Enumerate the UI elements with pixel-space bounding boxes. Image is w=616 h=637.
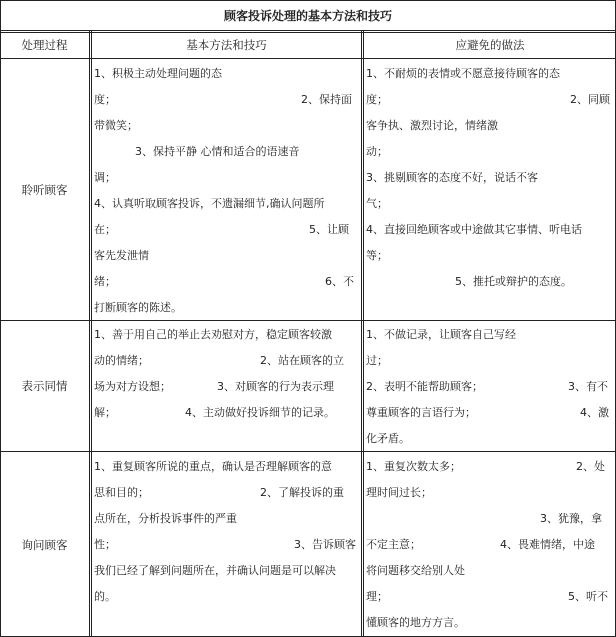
text-line: 客先发泄情 [94, 249, 149, 262]
text-line: 3、对顾客的行为表示理 [217, 380, 334, 393]
text-line: 将问题移交给别人处 [366, 564, 465, 577]
text-line: 4、畏难情绪，中途 [500, 538, 595, 551]
text-line: 绪； [94, 275, 116, 288]
header-divider [0, 58, 616, 59]
text-line: 的。 [94, 590, 116, 603]
text-line: 不定主意； [366, 538, 421, 551]
col-divider-2 [361, 31, 362, 637]
text-line: 1、善于用自己的举止去劝慰对方，稳定顾客较激 [94, 328, 332, 341]
text-line: 化矛盾。 [366, 432, 410, 445]
text-line: 5、推托或辩护的态度。 [455, 275, 572, 288]
text-line: 气； [366, 197, 388, 210]
text-line: 在； [94, 223, 116, 236]
title-divider [0, 30, 616, 31]
text-line: 度； [94, 93, 116, 106]
header-methods: 基本方法和技巧 [186, 38, 267, 52]
text-line: 度； [366, 93, 388, 106]
text-line: 性； [94, 538, 116, 551]
row-divider-1 [0, 320, 616, 321]
text-line: 3、有不 [568, 380, 608, 393]
text-line: 过； [366, 354, 388, 367]
text-line: 4、激 [580, 406, 609, 419]
text-line: 2、处 [576, 460, 605, 473]
text-line: 打断顾客的陈述。 [94, 301, 182, 314]
text-line: 1、重复顾客所说的重点，确认是否理解顾客的意 [94, 460, 332, 473]
text-line: 6、不 [325, 275, 354, 288]
table-title: 顾客投诉处理的基本方法和技巧 [223, 8, 392, 23]
text-line: 思和目的； [94, 486, 149, 499]
text-line: 4、主动做好投诉细节的记录。 [185, 406, 335, 419]
text-line: 5、让顾 [309, 223, 349, 236]
text-line: 1、不做记录，让顾客自己写经 [366, 328, 516, 341]
text-line: 1、积极主动处理问题的态 [94, 67, 222, 80]
text-line: 我们已经了解到问题所在，并确认问题是可以解决 [94, 564, 336, 577]
text-line: 动的情绪； [94, 354, 149, 367]
text-line: 懂顾客的地方方言。 [366, 616, 465, 629]
text-line: 4、直接回绝顾客或中途做其它事情、听电话 [366, 223, 582, 236]
stage-listen: 聆听顾客 [21, 182, 68, 197]
text-line: 等； [366, 249, 388, 262]
text-line: 4、认真听取顾客投诉，不遗漏细节,确认问题所 [94, 197, 325, 210]
col-divider-2b [363, 31, 364, 637]
text-line: 动； [366, 145, 388, 158]
stage-sympathize: 表示同情 [21, 379, 68, 393]
text-line: 1、重复次数太多； [366, 460, 461, 473]
text-line: 2、表明不能帮助顾客； [366, 380, 483, 393]
header-stage: 处理过程 [21, 38, 68, 52]
text-line: 理时间过长； [366, 486, 432, 499]
text-line: 5、听不 [568, 590, 608, 603]
text-line: 理； [366, 590, 388, 603]
text-line: 2、保持面 [301, 93, 352, 106]
text-line: 带微笑； [94, 119, 138, 132]
text-line: 点所在，分析投诉事件的严重 [94, 512, 237, 525]
col-divider-1 [89, 31, 90, 637]
text-line: 客争执、激烈讨论，情绪激 [366, 119, 498, 132]
text-line: 尊重顾客的言语行为； [366, 406, 476, 419]
text-line: 3、告诉顾客 [294, 538, 356, 551]
stage-ask: 询问顾客 [21, 537, 68, 552]
text-line: 2、同顾 [570, 93, 610, 106]
header-avoid: 应避免的做法 [455, 38, 525, 52]
text-line: 3、保持平静 心情和适合的语速音 [135, 145, 300, 158]
row-divider-2 [0, 451, 616, 452]
text-line: 3、挑剔顾客的态度不好，说话不客 [366, 171, 538, 184]
text-line: 1、不耐烦的表情或不愿意接待顾客的态 [366, 67, 560, 80]
text-line: 2、了解投诉的重 [260, 486, 344, 499]
text-line: 解； [94, 406, 116, 419]
col-divider-1b [91, 31, 92, 637]
text-line: 调； [94, 171, 116, 184]
text-line: 2、站在顾客的立 [260, 354, 344, 367]
text-line: 3、犹豫，拿 [540, 512, 602, 525]
text-line: 场为对方设想； [94, 380, 171, 393]
